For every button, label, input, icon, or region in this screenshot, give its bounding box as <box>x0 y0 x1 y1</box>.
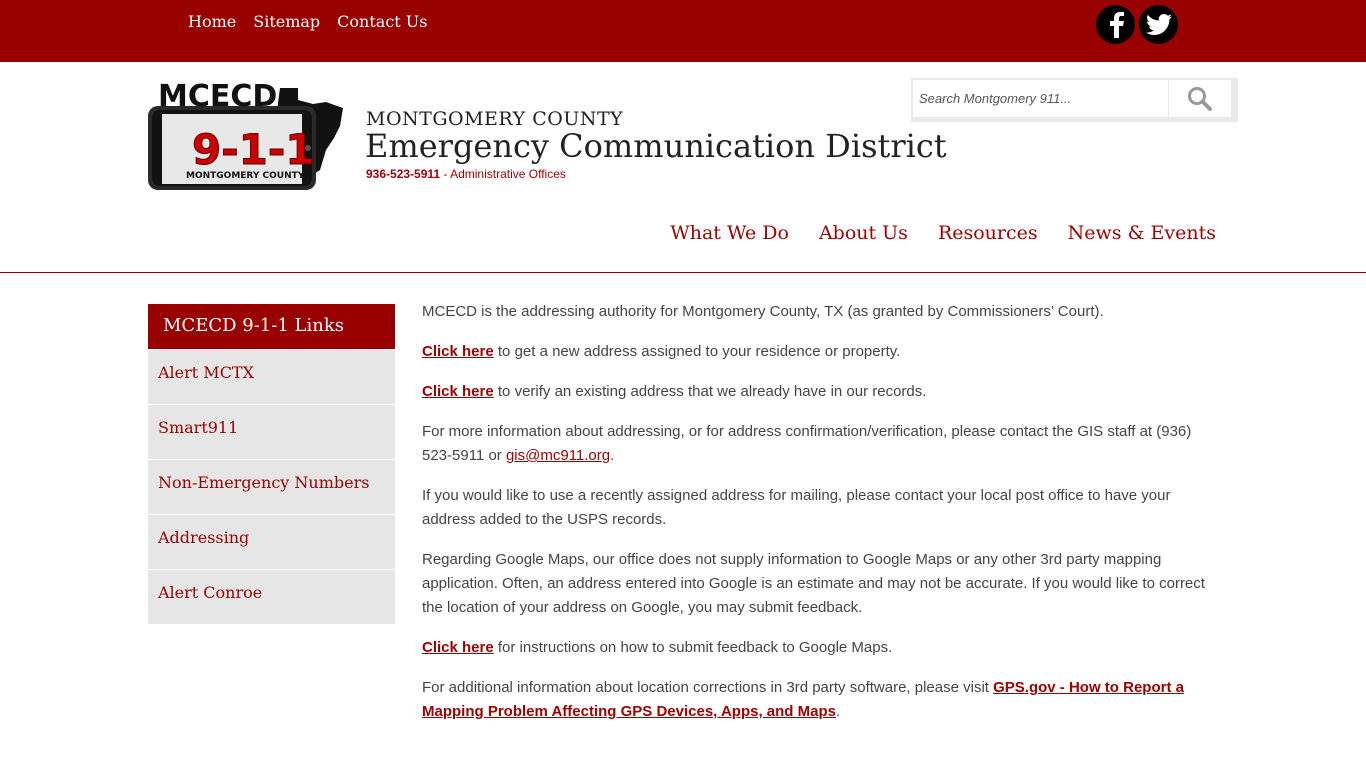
top-nav <box>188 12 428 31</box>
search-icon <box>1187 86 1213 112</box>
contact-gis-end: . <box>610 447 615 464</box>
paragraph-gps-gov <box>422 676 1222 724</box>
main-nav-news-events[interactable]: News & Events <box>1067 222 1216 244</box>
main-nav-what-we-do[interactable]: What We Do <box>670 222 789 244</box>
google-feedback-link[interactable]: Click here <box>422 639 494 656</box>
new-address-link[interactable]: Click here <box>422 343 494 360</box>
admin-phone-label: - Administrative Offices <box>440 167 566 181</box>
paragraph-usps: If you would like to use a recently assigned address for mailing, please contact your local post office to have your address added to the USPS records. <box>422 487 1171 528</box>
sidebar-item-addressing[interactable]: Addressing <box>148 514 395 569</box>
sidebar-title: MCECD 9-1-1 Links <box>148 304 395 349</box>
site-logo[interactable] <box>148 78 343 194</box>
paragraph-google-maps: Regarding Google Maps, our office does not supply information to Google Maps or any other 3rd party mapping application. Often, an address entered into Google is an estimate and may not be accurate. If you would like to correct the location of your address on Google, you may submit feedback. <box>422 551 1205 616</box>
sidebar-item-non-emergency-numbers[interactable]: Non-Emergency Numbers <box>148 459 395 514</box>
admin-phone-number: 936-523-5911 <box>366 167 441 181</box>
top-nav-contact-us[interactable]: Contact Us <box>337 12 428 31</box>
sidebar-item-alert-conroe[interactable]: Alert Conroe <box>148 569 395 624</box>
gps-gov-link[interactable]: GPS.gov - How to Report a Mapping Problem Affecting GPS Devices, Apps, and Maps <box>422 679 1184 720</box>
paragraph-authority: MCECD is the addressing authority for Montgomery County, TX (as granted by Commissioners’ Court). <box>422 303 1104 320</box>
top-nav-sitemap[interactable]: Sitemap <box>253 12 321 31</box>
search-input[interactable] <box>913 80 1168 117</box>
verify-address-link[interactable]: Click here <box>422 383 494 400</box>
admin-phone <box>366 167 566 181</box>
contact-gis-text: For more information about addressing, or for address confirmation/verification, please contact the GIS staff at (936) 523-5911 or <box>422 423 1192 464</box>
district-name: Emergency Communication District <box>365 127 947 165</box>
sidebar-item-smart911[interactable]: Smart911 <box>148 404 395 459</box>
logo-text-bottom: MONTGOMERY COUNTY <box>186 171 305 181</box>
main-nav-about-us[interactable]: About Us <box>818 222 908 244</box>
paragraph-new-address <box>422 340 1222 364</box>
main-nav <box>670 222 1216 244</box>
logo-text-top: MCECD <box>158 79 278 114</box>
gps-gov-text: For additional information about location corrections in 3rd party software, please visit <box>422 679 994 696</box>
main-content <box>422 300 1222 740</box>
new-address-text: to get a new address assigned to your residence or property. <box>493 343 901 360</box>
paragraph-feedback <box>422 636 1222 660</box>
verify-address-text: to verify an existing address that we already have in our records. <box>493 383 927 400</box>
twitter-icon[interactable] <box>1139 5 1178 44</box>
gis-email-link[interactable]: gis@mc911.org <box>505 447 611 464</box>
paragraph-verify-address <box>422 380 1222 404</box>
search-box <box>911 78 1238 122</box>
top-nav-home[interactable]: Home <box>188 12 237 31</box>
sidebar <box>148 304 395 624</box>
county-name: MONTGOMERY COUNTY <box>366 108 624 130</box>
gps-gov-end: . <box>835 703 841 720</box>
paragraph-contact-gis <box>422 420 1222 468</box>
facebook-icon[interactable] <box>1096 5 1135 44</box>
google-feedback-text: for instructions on how to submit feedback to Google Maps. <box>493 639 893 656</box>
search-button[interactable] <box>1169 80 1231 117</box>
logo-text-mid: 9-1-1 <box>192 125 315 174</box>
top-bar <box>0 0 1366 62</box>
main-nav-resources[interactable]: Resources <box>937 222 1038 244</box>
sidebar-item-alert-mctx[interactable]: Alert MCTX <box>148 349 395 404</box>
header-divider <box>0 272 1366 273</box>
